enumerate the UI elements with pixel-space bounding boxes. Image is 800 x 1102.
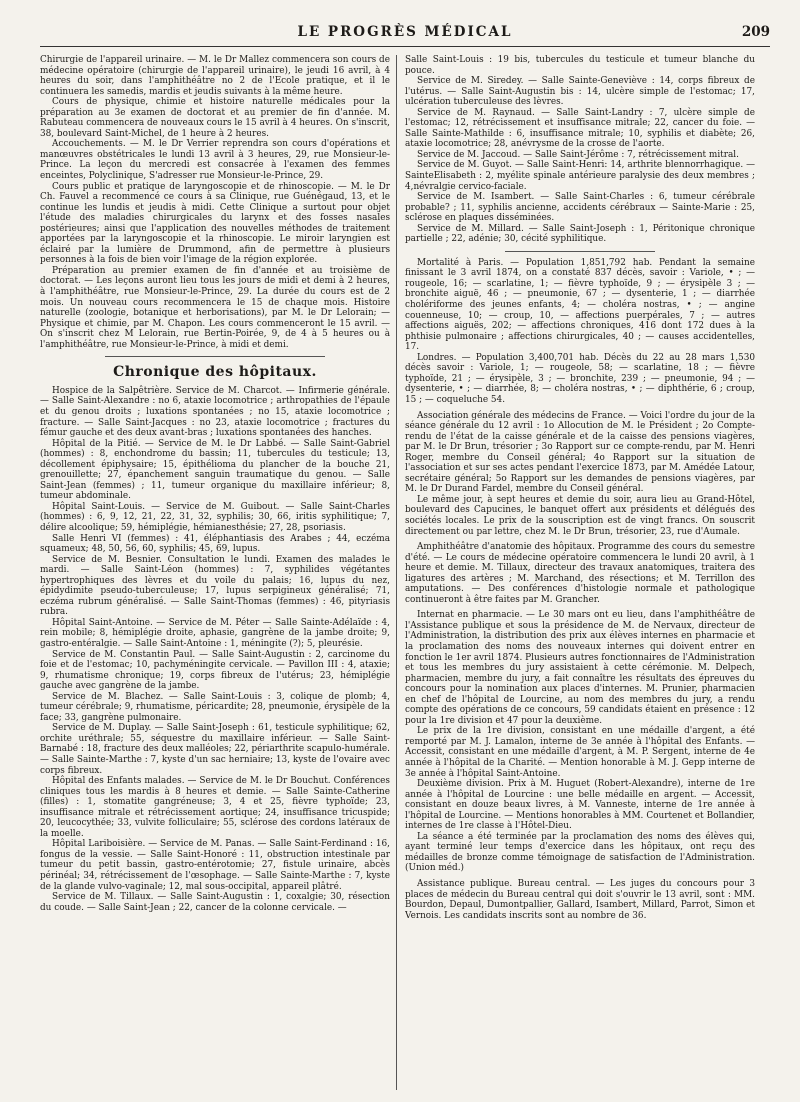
paragraph: Hôpital Saint-Antoine. — Service de M. Péter — Salle Sainte-Adélaïde : 4, rein mobile; 8, hémiplégie droite, aphasie, gangrène de la jambe droite; 9, gastro-entéralgie. — Salle Saint-Antoine : 1, méningite (?); 5, pleurésie. — [40, 617, 390, 649]
section-divider — [105, 356, 325, 357]
paragraph: Le prix de la 1re division, consistant en une médaille d'argent, a été remporté par M. J. Lamalon, interne de 3e année à l'hôpital des Enfants. — Accessit, consistant en une médaille d'argent, à M. P. Sergent, interne de 4e année à l'hôpital de la Charité. — Mention honorable à M. J. Gepp interne de 3e année à l'hôpital Saint-Antoine. — [405, 726, 755, 779]
paragraph: Cours de physique, chimie et histoire naturelle médicales pour la préparation au 3e examen de doctorat et au premier de fin d'année. M. Rabuteau commencera de nouveaux cours le 15 avril à 4 heures. On s'inscrit, 38, boulevard Saint-Michel, de 1 heure à 2 heures. — [40, 97, 390, 139]
paragraph: Internat en pharmacie. — Le 30 mars ont eu lieu, dans l'amphithéâtre de l'Assistance publique et sous la présidence de M. de Nervaux, directeur de l'Administration, la distribution des prix aux élèves internes en pharmacie et la proclamation des noms des nouveaux internes qui doivent entrer en fonction le 1er avril 1874. Plusieurs autres fonctionnaires de l'Administration et tous les membres du jury assistaient à cette cérémonie. M. Delpech, pharmacien, membre du jury, a fait connaître les résultats des épreuves du concours pour la nomination aux places d'internes. M. Prunier, pharmacien en chef de l'hôpital de Lourcine, au nom des membres du jury, a rendu compte des opérations de ce concours, 59 candidats étaient en présence : 12 pour la 1re division et 47 pour la deuxième. — [405, 610, 755, 726]
paragraph: Chirurgie de l'appareil urinaire. — M. le Dr Mallez commencera son cours de médecine opératoire (chirurgie de l'appareil urinaire), le jeudi 16 avril, à 4 heures du soir, dans l'amphithéâtre no 2 de l'Ecole pratique, et il le continuera les samedis, mardis et jeudis suivants à la même heure. — [40, 55, 390, 97]
paragraph: Service de M. Siredey. — Salle Sainte-Geneviève : 14, corps fibreux de l'utérus. — Salle Saint-Augustin bis : 14, ulcère simple de l'estomac; 17, ulcération tuberculeuse des lèvres. — [405, 76, 755, 108]
left-column — [40, 55, 390, 1090]
paragraph: Service de M. Jaccoud. — Salle Saint-Jérôme : 7, rétrécissement mitral. — [417, 149, 739, 160]
paragraph: Service de M. Duplay. — Salle Saint-Joseph : 61, testicule syphilitique; 62, orchite uréthrale; 55, séquestre du maxillaire inférieur. — Salle Saint-Barnabé : 18, fracture des deux malléoles; 22, périarthrite scapulo-humérale. — Salle Sainte-Marthe : 7, kyste d'un sac herniaire; 13, kyste de l'ovaire avec corps fibreux. — [40, 723, 390, 776]
paragraph: Le même jour, à sept heures et demie du soir, aura lieu au Grand-Hôtel, boulevard des Capucines, le banquet offert aux présidents et délégués des sociétés locales. Le prix de la souscription est de vingt francs. On souscrit directement ou par lettre, chez M. le Dr Brun, trésorier, 23, rue d'Aumale. — [405, 494, 755, 537]
paragraph: Hôpital des Enfants malades. — Service de M. le Dr Bouchut. Conférences cliniques tous les mardis à 8 heures et demie. — Salle Sainte-Catherine (filles) : 1, stomatite gangréneuse; 3, 4 et 25, fièvre typhoïde; 23, insuffisance mitrale et rétrécissement aortique; 24, insuffisance tricuspide; 20, leucocythée; 33, vulvite folliculaire; 55, sclérose des cordons latéraux de la moelle. — [40, 776, 390, 839]
page-header — [40, 20, 770, 47]
column-divider — [396, 55, 397, 1090]
paragraph: Mortalité à Paris. — Population 1,851,792 hab. Pendant la semaine finissant le 3 avril 1874, on a constaté 837 décès, savoir : Variole, • ; — rougeole, 16; — scarlatine, 1; — fièvre typhoïde, 9 ; — érysipèle 3 ; — bronchite aiguë, 46 ; — pneumonie, 67 ; — dysenterie, 1 ; — diarrhée cholériforme des jeunes enfants, 4; — choléra nostras, • ; — angine couenneuse, 10; — croup, 10, — affections puerpérales, 7 ; — autres affections aiguës, 202; — affections chroniques, 416 dont 172 dues à la phthisie pulmonaire ; affections chirurgicales, 40 ; — causes accidentelles, 17. — [405, 257, 755, 353]
paragraph: Service de M. Constantin Paul. — Salle Saint-Augustin : 2, carcinome du foie et de l'estomac; 10, pachyméningite cervicale. — Pavillon III : 4, ataxie; 9, rhumatisme chronique; 19, corps fibreux de l'utérus; 23, hémiplégie gauche avec gangrène de la jambe. — [40, 649, 390, 692]
paragraph: Service de M. Millard. — Salle Saint-Joseph : 1, Péritonique chronique partielle ; 22, adénie; 30, cécité syphilitique. — [405, 223, 755, 245]
section-divider — [505, 251, 655, 252]
right-column — [405, 55, 755, 1090]
paragraph: Service de M. Besnier. Consultation le lundi. Examen des malades le mardi. — Salle Saint-Léon (hommes) : 7, syphilides végétantes hypertrophiques des lèvres et du voile du palais; 16, lupus du nez, épidydimite pseudo-tuberculeuse; 17, lupus serpigineux généralisé; 71, eczéma rubrum généralisé. — Salle Saint-Thomas (femmes) : 46, pityriasis rubra. — [40, 554, 390, 618]
paragraph: Service de M. Isambert. — Salle Saint-Charles : 6, tumeur cérébrale probable? ; 11, syphilis ancienne, accidents cérébraux — Sainte-Marie : 25, sclérose en plaques disséminées. — [405, 192, 755, 224]
paragraph: Deuxième division. Prix à M. Huguet (Robert-Alexandre), interne de 1re année à l'hôpital de Lourcine : une belle médaille en argent. — Accessit, consistant en douze beaux livres, à M. Vanneste, interne de 1re année à l'hôpital de Lourcine. — Mentions honorables à MM. Courtenet et Bollandier, internes de 1re classe à l'Hôtel-Dieu. — [405, 779, 755, 832]
paragraph: Service de M. Guyot. — Salle Saint-Henri: 14, arthrite blennorrhagique. — SainteElisabeth : 2, myélite spinale antérieure paralysie des deux membres ; 4,névralgie cervico-faciale. — [405, 160, 755, 192]
paragraph: Hôpital Lariboisière. — Service de M. Panas. — Salle Saint-Ferdinand : 16, fongus de la vessie. — Salle Saint-Honoré : 11, obstruction intestinale par tumeur du petit bassin, gastro-entérotomie; 27, fistule urinaire, abcès périnéal; 34, rétrécissement de l'œsophage. — Salle Sainte-Marthe : 7, kyste de la glande vulvo-vaginale; 12, mal sous-occipital, appareil plâtré. — [40, 839, 390, 892]
paragraph: Préparation au premier examen de fin d'année et au troisième de doctorat. — Les leçons auront lieu tous les jours de midi et demi à 2 heures, à l'amphithéâtre, rue Monsieur-le-Prince, 29. La durée du cours est de 2 mois. Un nouveau cours recommencera le 15 de chaque mois. Histoire naturelle (zoologie, botanique et herborisations), par M. le Dr Lelorain; — Physique et chimie, par M. Chapon. Les cours commenceront le 15 avril. — On s'inscrit chez M Lelorain, rue Bertin-Poirée, 9, de 4 à 5 heures ou à l'amphithéâtre, rue Monsieur-le-Prince, à midi et demi. — [40, 265, 390, 350]
paragraph: Assistance publique. Bureau central. — Les juges du concours pour 3 places de médecin du Bureau central qui doit s'ouvrir le 13 avril, sont : MM. Bourdon, Depaul, Dumontpallier, Gallard, Isambert, Millard, Parrot, Simon et Vernois. Les candidats inscrits sont au nombre de 36. — [405, 879, 755, 921]
section-title: Chronique des hôpitaux. — [113, 364, 317, 381]
page-number: 209 — [741, 24, 770, 40]
paragraph: Hôpital Saint-Louis. — Service de M. Guibout. — Salle Saint-Charles (hommes) : 6, 9, 12, 21, 22, 31, 32, syphilis; 30, 66, iritis syphilitique; 7, délire alcoolique; 59, hémiplégie, hémianesthésie; 27, 28, psoriasis. — [40, 501, 390, 533]
paragraph: Service de M. Blachez. — Salle Saint-Louis : 3, colique de plomb; 4, tumeur cérébrale; 9, rhumatisme, péricardite; 28, pneumonie, érysipèle de la face; 33, gangrène pulmonaire. — [40, 691, 390, 723]
paragraph: Service de M. Tillaux. — Salle Saint-Augustin : 1, coxalgie; 30, résection du coude. — Salle Saint-Jean ; 22, cancer de la colonne cervicale. — — [40, 892, 390, 913]
paragraph: Accouchements. — M. le Dr Verrier reprendra son cours d'opérations et manœuvres obstétricales le lundi 13 avril à 3 heures, 29, rue Monsieur-le-Prince. La leçon du mercredi est consacrée à l'examen des femmes enceintes, Polyclinique, S'adresser rue Monsieur-le-Prince, 29. — [40, 139, 390, 182]
paragraph: Salle Henri VI (femmes) : 41, éléphantiasis des Arabes ; 44, eczéma squameux; 48, 50, 56, 60, syphilis; 45, 69, lupus. — [40, 533, 390, 555]
paragraph: Londres. — Population 3,400,701 hab. Décès du 22 au 28 mars 1,530 décès savoir : Variole, 1; — rougeole, 58; — scarlatine, 18 ; — fièvre typhoïde, 21 ; — érysipèle, 3 ; — bronchite, 239 ; — pneumonie, 94 ; — dysenterie, • ; — diarrhée, 8; — choléra nostras, • ; — diphthérie, 6 ; croup, 15 ; — coqueluche 54. — [405, 352, 755, 405]
paragraph: Association générale des médecins de France. — Voici l'ordre du jour de la séance générale du 12 avril : 1o Allocution de M. le Président ; 2o Compte-rendu de l'état de la caisse générale et de la caisse des pensions viagères, par M. le Dr Brun, trésorier ; 3o Rapport sur ce compte-rendu, par M. Henri Roger, membre du Conseil général; 4o Rapport sur la situation de l'association et sur ses actes pendant l'exercice 1873, par M. Amédée Latour, secrétaire général; 5o Rapport sur les demandes de pensions viagères, par M. le Dr Durand Fardel, membre du Conseil général. — [405, 410, 755, 495]
journal-title: LE PROGRÈS MÉDICAL — [297, 24, 513, 40]
paragraph: Service de M. Raynaud. — Salle Saint-Landry : 7, ulcère simple de l'estomac; 12, rétrécissement et insuffisance mitrale; 22, cancer du foie. — Salle Sainte-Mathilde : 6, insuffisance mitrale; 10, syphilis et diabète; 26, ataxie locomotrice; 28, anévrysme de la crosse de l'aorte. — [405, 107, 755, 150]
paragraph: La séance a été terminée par la proclamation des noms des élèves qui, ayant terminé leur temps d'exercice dans les hôpitaux, ont reçu des médailles de bronze comme témoignage de satisfaction de l'Administration. (Union méd.) — [405, 831, 755, 874]
paragraph: Cours public et pratique de laryngoscopie et de rhinoscopie. — M. le Dr Ch. Fauvel a recommencé ce cours à sa Clinique, rue Guénégaud, 13, et le continue les lundis et jeudis à midi. Cette Clinique a surtout pour objet l'étude des maladies chirurgicales du larynx et des fosses nasales postérieures; ainsi que l'application des nouvelles méthodes de traitement apportées par la laryngoscopie et la rhinoscopie. Le miroir laryngien est éclairé par la lumière de Drummond, afin de permettre à plusieurs personnes à la fois de bien voir l'image de la région explorée. — [40, 181, 390, 266]
paragraph: Amphithéâtre d'anatomie des hôpitaux. Programme des cours du semestre d'été. — Le cours de médecine opératoire commencera le lundi 20 avril, à 1 heure et demie. M. Tillaux, directeur des travaux anatomiques, traitera des ligatures des artères ; M. Marchand, des résections; et M. Terrillon des amputations. — Des conférences d'histologie normale et pathologique continueront à être faites par M. Grancher. — [405, 542, 755, 605]
paragraph: Hôpital de la Pitié. — Service de M. le Dr Labbé. — Salle Saint-Gabriel (hommes) : 8, enchondrome du bassin; 11, tubercules du testicule; 13, décollement épiphysaire; 15, épithélioma du plancher de la bouche 21, grenouillette; 27, épanchement sanguin traumatique du genou. — Salle Saint-Jean (femmes) ; 11, tumeur organique du maxillaire inférieur; 8, tumeur abdominale. — [40, 438, 390, 502]
paragraph: Salle Saint-Louis : 19 bis, tubercules du testicule et tumeur blanche du pouce. — [405, 55, 755, 76]
paragraph: Hospice de la Salpêtrière. Service de M. Charcot. — Infirmerie générale. — Salle Saint-Alexandre : no 6, ataxie locomotrice ; arthropathies de l'épaule et du genou droits ; luxations spontanées ; no 15, ataxie locomotrice ; fracture. — Salle Saint-Jacques : no 23, ataxie locomotrice ; fractures du fémur gauche et des deux avant-bras ; luxations spontanées des hanches. — [40, 385, 390, 439]
